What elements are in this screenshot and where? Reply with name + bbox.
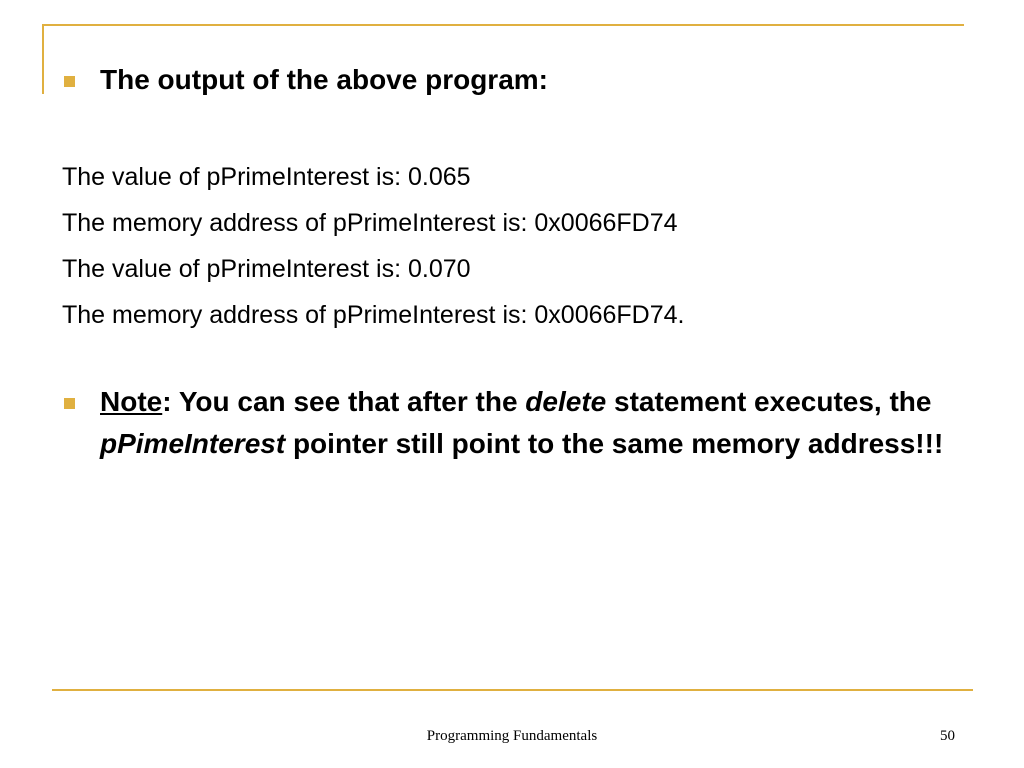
note-text: : You can see that after the: [162, 386, 526, 417]
note-label: Note: [100, 386, 163, 417]
page-number: 50: [940, 728, 955, 744]
note-text: statement executes, the: [606, 386, 932, 417]
output-line: The value of pPrimeInterest is: 0.070: [62, 255, 471, 283]
note-text: pointer still point to the same memory address!!!: [285, 428, 944, 459]
note-pointer-name: pPimeInterest: [100, 428, 286, 459]
output-line: The memory address of pPrimeInterest is: 0x0066FD74: [62, 209, 678, 237]
square-bullet-icon: [64, 76, 75, 87]
frame-top-line: [42, 24, 964, 26]
output-line: The value of pPrimeInterest is: 0.065: [62, 163, 471, 191]
output-line: The memory address of pPrimeInterest is: 0x0066FD74.: [62, 301, 685, 329]
footer-title: Programming Fundamentals: [426, 728, 598, 744]
footer-divider: [52, 689, 973, 691]
note-keyword: delete: [525, 386, 607, 417]
frame-left-line: [42, 24, 44, 94]
program-output: [62, 154, 685, 338]
square-bullet-icon: [64, 398, 75, 409]
slide-heading: The output of the above program:: [100, 64, 548, 95]
note-paragraph: [100, 381, 960, 465]
